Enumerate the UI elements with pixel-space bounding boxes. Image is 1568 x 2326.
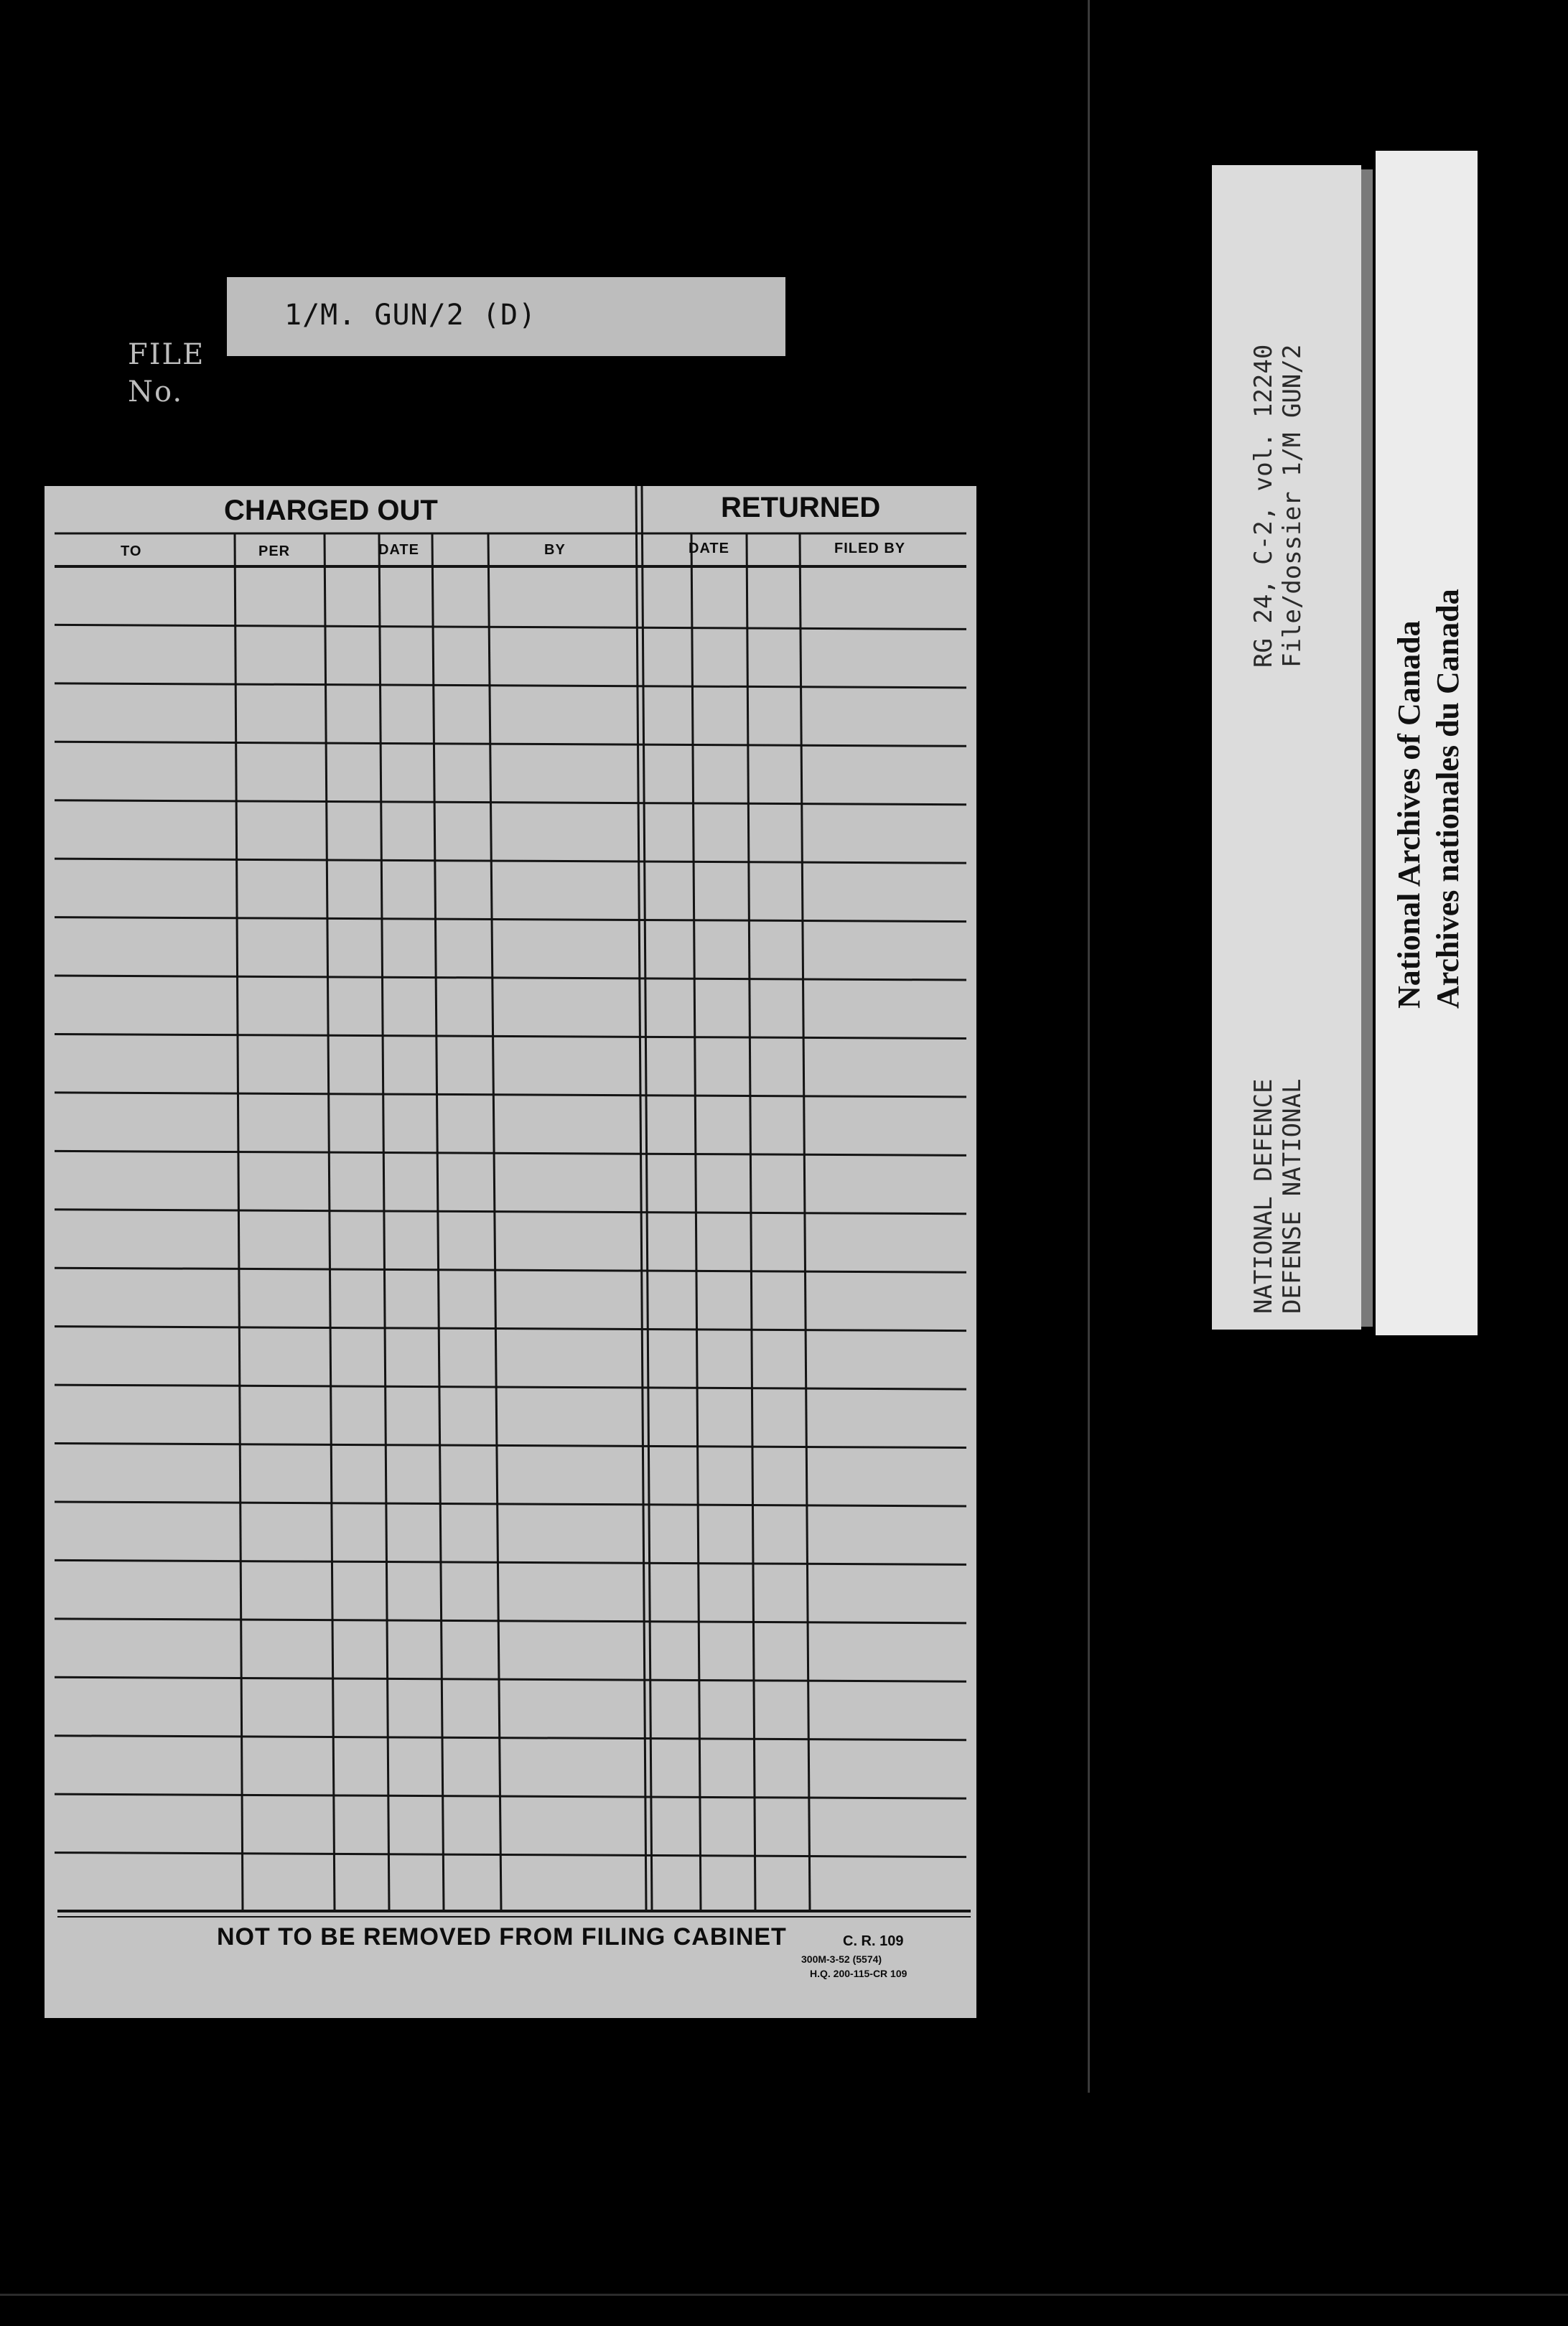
row-rule bbox=[55, 1327, 966, 1331]
file-no-label bbox=[128, 336, 205, 411]
row-rule bbox=[55, 1853, 966, 1857]
archive-ref-line2: File/dossier 1/M GUN/2 bbox=[1278, 344, 1307, 668]
row-rule bbox=[55, 625, 966, 629]
national-archives-label bbox=[1376, 151, 1478, 1335]
file-number-value: 1/M. GUN/2 (D) bbox=[284, 299, 537, 332]
row-rule bbox=[55, 1268, 966, 1272]
column-rule bbox=[432, 533, 444, 1911]
form-code: C. R. 109 bbox=[843, 1933, 904, 1949]
archive-ref-line1: RG 24, C-2, vol. 12240 bbox=[1249, 344, 1278, 668]
row-rule bbox=[55, 1151, 966, 1155]
row-rule bbox=[55, 859, 966, 863]
archive-reference bbox=[1249, 345, 1307, 668]
column-rule bbox=[642, 486, 652, 1911]
row-rule bbox=[55, 1560, 966, 1564]
department-name-en: NATIONAL DEFENCE bbox=[1249, 1078, 1278, 1314]
archives-name bbox=[1390, 589, 1467, 1009]
no-label: No. bbox=[128, 375, 184, 408]
charged-out-heading: CHARGED OUT bbox=[224, 495, 438, 526]
row-rule bbox=[55, 1502, 966, 1506]
row-rule bbox=[55, 1619, 966, 1623]
archives-name-fr: Archives nationales du Canada bbox=[1430, 589, 1465, 1009]
archive-reference-label bbox=[1212, 165, 1361, 1330]
row-rule bbox=[55, 976, 966, 980]
file-label: FILE bbox=[128, 338, 205, 371]
column-header-to: TO bbox=[121, 543, 142, 559]
column-rule bbox=[747, 533, 755, 1911]
row-rule bbox=[55, 1736, 966, 1740]
footer-notice: NOT TO BE REMOVED FROM FILING CABINET bbox=[217, 1923, 787, 1951]
returned-heading: RETURNED bbox=[721, 492, 881, 523]
file-number-tag bbox=[227, 277, 785, 356]
row-rule bbox=[55, 1210, 966, 1214]
row-rule bbox=[55, 917, 966, 922]
column-header-returned-date: DATE bbox=[689, 541, 729, 556]
fold-line bbox=[1088, 0, 1090, 2093]
column-rule bbox=[325, 533, 335, 1911]
department-name bbox=[1249, 1078, 1307, 1314]
department-name-fr: DEFENSE NATIONAL bbox=[1278, 1078, 1307, 1314]
hq-code: H.Q. 200-115-CR 109 bbox=[810, 1968, 907, 1979]
column-rule bbox=[636, 486, 646, 1911]
charge-out-card bbox=[45, 486, 976, 2018]
row-rule bbox=[55, 1385, 966, 1389]
card-grid bbox=[45, 486, 976, 2018]
row-rule bbox=[55, 742, 966, 746]
row-rule bbox=[55, 683, 966, 688]
column-rule bbox=[488, 533, 501, 1911]
column-rule bbox=[379, 533, 389, 1911]
print-code: 300M-3-52 (5574) bbox=[801, 1953, 882, 1965]
column-header-date: DATE bbox=[378, 542, 419, 558]
column-rule bbox=[800, 533, 810, 1911]
column-rule bbox=[235, 533, 243, 1911]
column-header-filed-by: FILED BY bbox=[834, 541, 906, 556]
bottom-edge-line bbox=[0, 2294, 1568, 2296]
row-rule bbox=[55, 1093, 966, 1097]
column-rule bbox=[691, 533, 701, 1911]
row-rule bbox=[55, 800, 966, 805]
row-rule bbox=[55, 1677, 966, 1681]
archives-name-en: National Archives of Canada bbox=[1391, 620, 1427, 1009]
row-rule bbox=[55, 1444, 966, 1448]
column-header-by: BY bbox=[544, 542, 566, 558]
row-rule bbox=[55, 1034, 966, 1038]
column-header-per: PER bbox=[258, 543, 291, 559]
row-rule bbox=[55, 1794, 966, 1798]
